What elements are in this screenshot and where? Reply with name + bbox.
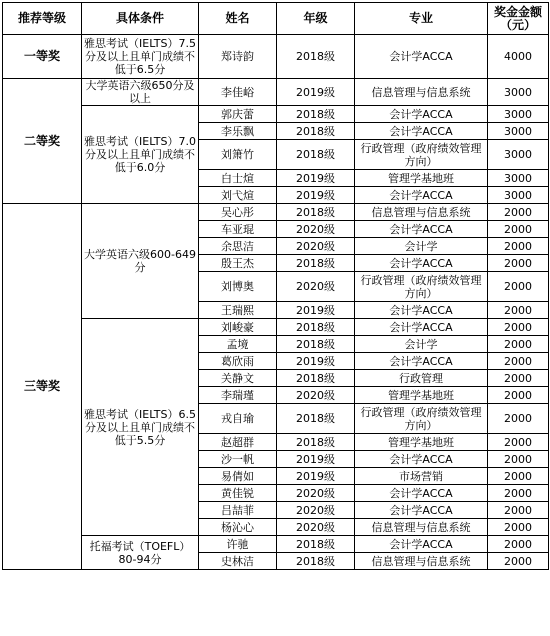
major-cell: 市场营销: [355, 468, 488, 485]
name-cell: 王瑞熙: [199, 302, 277, 319]
award-level-cell: 一等奖: [3, 35, 82, 79]
grade-cell: 2018级: [277, 140, 355, 170]
grade-cell: 2018级: [277, 553, 355, 570]
header-row: [3, 3, 549, 35]
grade-cell: 2019级: [277, 353, 355, 370]
amount-cell: 2000: [488, 370, 549, 387]
amount-cell: 2000: [488, 451, 549, 468]
name-cell: 易倩如: [199, 468, 277, 485]
grade-cell: 2019级: [277, 451, 355, 468]
major-cell: 管理学基地班: [355, 434, 488, 451]
major-cell: 会计学ACCA: [355, 502, 488, 519]
grade-cell: 2018级: [277, 434, 355, 451]
table-row: [3, 536, 549, 553]
name-cell: 吴心彤: [199, 204, 277, 221]
amount-cell: 2000: [488, 536, 549, 553]
major-cell: 会计学ACCA: [355, 485, 488, 502]
grade-cell: 2018级: [277, 204, 355, 221]
grade-cell: 2019级: [277, 170, 355, 187]
major-cell: 会计学ACCA: [355, 221, 488, 238]
amount-cell: 2000: [488, 519, 549, 536]
name-cell: 刘峻豪: [199, 319, 277, 336]
name-cell: 史林洁: [199, 553, 277, 570]
major-cell: 会计学ACCA: [355, 302, 488, 319]
grade-cell: 2019级: [277, 468, 355, 485]
name-cell: 葛欣雨: [199, 353, 277, 370]
condition-cell: 托福考试（TOEFL）80-94分: [82, 536, 199, 570]
grade-cell: 2019级: [277, 79, 355, 106]
grade-cell: 2018级: [277, 106, 355, 123]
major-cell: 会计学ACCA: [355, 187, 488, 204]
award-level-cell: 三等奖: [3, 204, 82, 570]
major-cell: 信息管理与信息系统: [355, 204, 488, 221]
grade-cell: 2020级: [277, 221, 355, 238]
table-row: [3, 35, 549, 79]
table-row: [3, 79, 549, 106]
table-body: [3, 35, 549, 570]
table-row: [3, 319, 549, 336]
major-cell: 信息管理与信息系统: [355, 79, 488, 106]
amount-cell: 3000: [488, 123, 549, 140]
major-cell: 会计学ACCA: [355, 35, 488, 79]
header-major: 专业: [355, 3, 488, 35]
name-cell: 殷王杰: [199, 255, 277, 272]
amount-cell: 2000: [488, 221, 549, 238]
amount-cell: 4000: [488, 35, 549, 79]
major-cell: 行政管理（政府绩效管理方向）: [355, 404, 488, 434]
amount-cell: 2000: [488, 204, 549, 221]
grade-cell: 2018级: [277, 255, 355, 272]
name-cell: 孟境: [199, 336, 277, 353]
name-cell: 李乐飘: [199, 123, 277, 140]
major-cell: 会计学: [355, 336, 488, 353]
name-cell: 关静文: [199, 370, 277, 387]
amount-cell: 2000: [488, 302, 549, 319]
name-cell: 黄佳锐: [199, 485, 277, 502]
grade-cell: 2020级: [277, 519, 355, 536]
grade-cell: 2020级: [277, 485, 355, 502]
condition-cell: 雅思考试（IELTS）6.5分及以上且单门成绩不低于5.5分: [82, 319, 199, 536]
grade-cell: 2018级: [277, 404, 355, 434]
name-cell: 车亚琨: [199, 221, 277, 238]
amount-cell: 3000: [488, 106, 549, 123]
table-row: [3, 204, 549, 221]
scholarship-table: [2, 2, 549, 570]
name-cell: 刘箫竹: [199, 140, 277, 170]
major-cell: 行政管理（政府绩效管理方向）: [355, 140, 488, 170]
amount-cell: 2000: [488, 272, 549, 302]
header-name: 姓名: [199, 3, 277, 35]
grade-cell: 2018级: [277, 336, 355, 353]
grade-cell: 2018级: [277, 123, 355, 140]
grade-cell: 2019级: [277, 187, 355, 204]
major-cell: 会计学: [355, 238, 488, 255]
name-cell: 郭庆蕾: [199, 106, 277, 123]
grade-cell: 2020级: [277, 387, 355, 404]
major-cell: 会计学ACCA: [355, 536, 488, 553]
amount-cell: 2000: [488, 404, 549, 434]
header-amount: 奖金金额 （元）: [488, 3, 549, 35]
amount-cell: 2000: [488, 255, 549, 272]
name-cell: 李佳峪: [199, 79, 277, 106]
major-cell: 会计学ACCA: [355, 451, 488, 468]
table-row: [3, 106, 549, 123]
condition-cell: 雅思考试（IELTS）7.0分及以上且单门成绩不低于6.0分: [82, 106, 199, 204]
major-cell: 信息管理与信息系统: [355, 519, 488, 536]
name-cell: 杨沁心: [199, 519, 277, 536]
name-cell: 赵超群: [199, 434, 277, 451]
name-cell: 许驰: [199, 536, 277, 553]
major-cell: 管理学基地班: [355, 170, 488, 187]
name-cell: 吕喆菲: [199, 502, 277, 519]
major-cell: 会计学ACCA: [355, 123, 488, 140]
major-cell: 会计学ACCA: [355, 319, 488, 336]
grade-cell: 2018级: [277, 536, 355, 553]
name-cell: 刘博奥: [199, 272, 277, 302]
condition-cell: 雅思考试（IELTS）7.5分及以上且单门成绩不低于6.5分: [82, 35, 199, 79]
name-cell: 戎自瑜: [199, 404, 277, 434]
amount-cell: 2000: [488, 434, 549, 451]
name-cell: 余思洁: [199, 238, 277, 255]
major-cell: 行政管理（政府绩效管理方向）: [355, 272, 488, 302]
condition-cell: 大学英语六级600-649分: [82, 204, 199, 319]
amount-cell: 2000: [488, 553, 549, 570]
amount-cell: 3000: [488, 187, 549, 204]
grade-cell: 2020级: [277, 502, 355, 519]
grade-cell: 2020级: [277, 238, 355, 255]
amount-cell: 2000: [488, 319, 549, 336]
header-level: 推荐等级: [3, 3, 82, 35]
name-cell: 白士煊: [199, 170, 277, 187]
amount-cell: 2000: [488, 387, 549, 404]
amount-cell: 2000: [488, 353, 549, 370]
major-cell: 行政管理: [355, 370, 488, 387]
major-cell: 会计学ACCA: [355, 255, 488, 272]
major-cell: 会计学ACCA: [355, 106, 488, 123]
grade-cell: 2020级: [277, 272, 355, 302]
header-grade: 年级: [277, 3, 355, 35]
condition-cell: 大学英语六级650分及以上: [82, 79, 199, 106]
amount-cell: 2000: [488, 336, 549, 353]
amount-cell: 2000: [488, 238, 549, 255]
amount-cell: 3000: [488, 79, 549, 106]
amount-cell: 2000: [488, 502, 549, 519]
header-condition: 具体条件: [82, 3, 199, 35]
name-cell: 郑诗韵: [199, 35, 277, 79]
amount-cell: 3000: [488, 140, 549, 170]
amount-cell: 2000: [488, 468, 549, 485]
amount-cell: 2000: [488, 485, 549, 502]
grade-cell: 2018级: [277, 35, 355, 79]
major-cell: 信息管理与信息系统: [355, 553, 488, 570]
name-cell: 李瑞瑾: [199, 387, 277, 404]
grade-cell: 2019级: [277, 302, 355, 319]
amount-cell: 3000: [488, 170, 549, 187]
grade-cell: 2018级: [277, 319, 355, 336]
name-cell: 刘弋煊: [199, 187, 277, 204]
major-cell: 管理学基地班: [355, 387, 488, 404]
major-cell: 会计学ACCA: [355, 353, 488, 370]
award-level-cell: 二等奖: [3, 79, 82, 204]
grade-cell: 2018级: [277, 370, 355, 387]
name-cell: 沙一帆: [199, 451, 277, 468]
